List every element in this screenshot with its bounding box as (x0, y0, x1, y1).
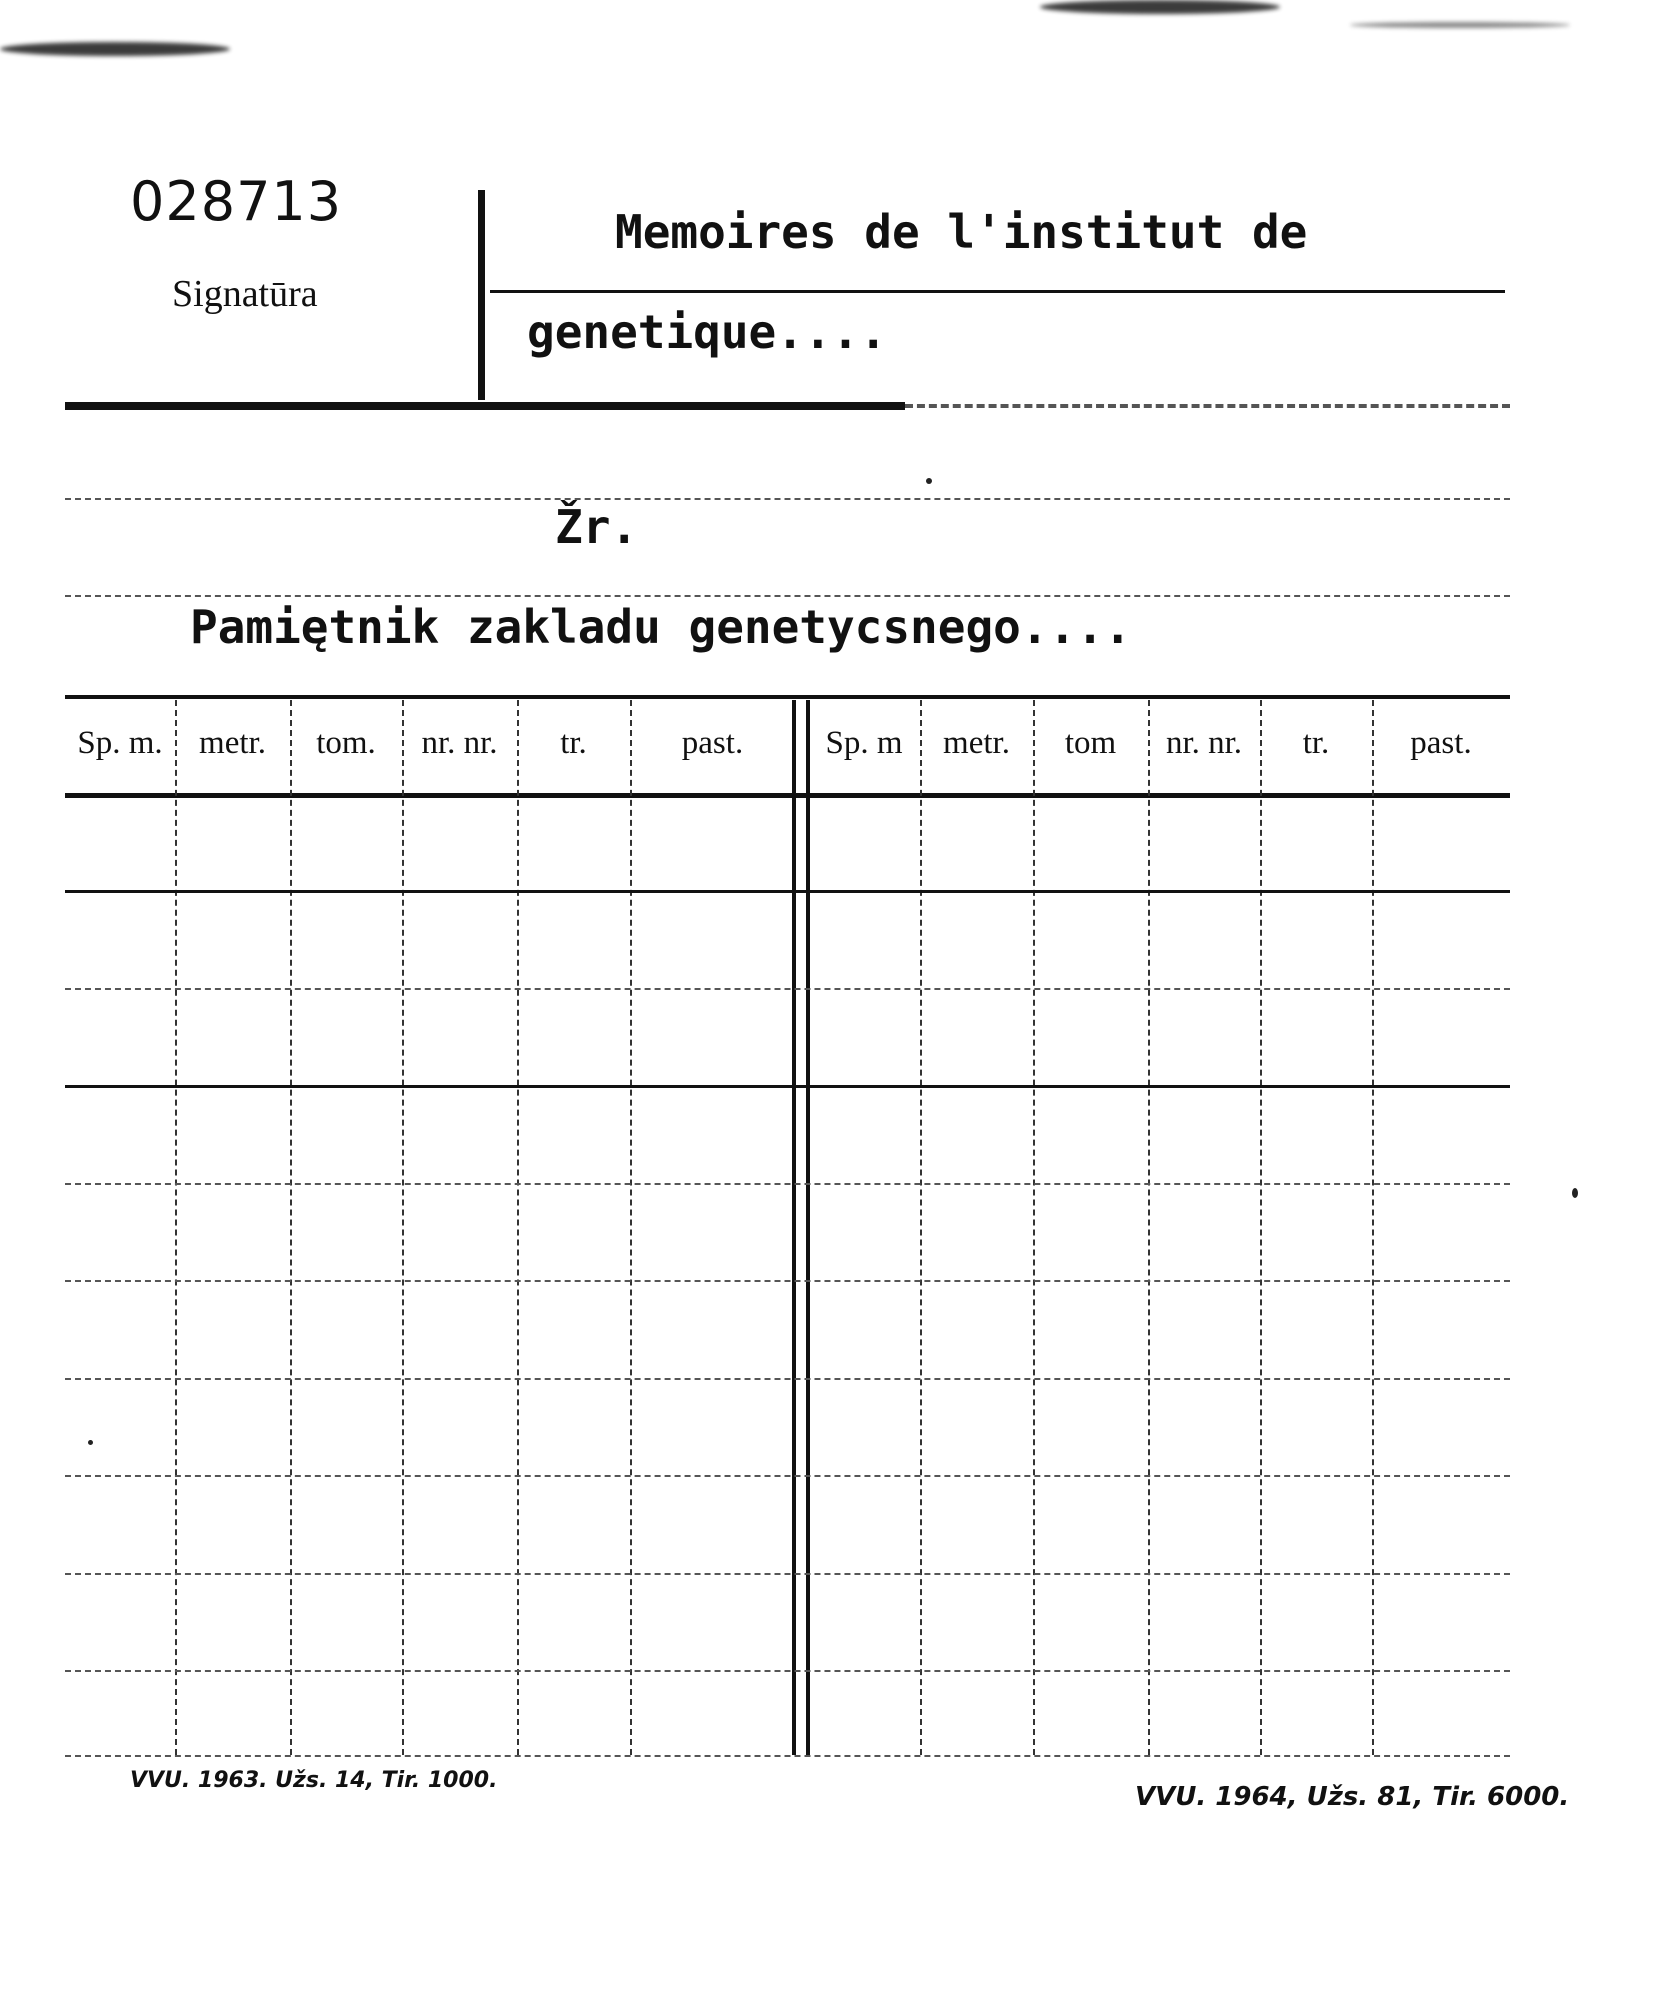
table-row-rule (65, 1378, 1510, 1380)
table-row-rule (65, 1670, 1510, 1672)
title-line-1: Memoires de l'institut de (615, 205, 1308, 259)
header-rule-faded (905, 404, 1510, 408)
print-note-left: VVU. 1963. Užs. 14, Tir. 1000. (130, 1768, 498, 1793)
col-header-metr-right: metr. (943, 725, 1010, 761)
col-header-nr-nr: nr. nr. (421, 725, 498, 761)
see-also-label: Žr. (555, 500, 639, 554)
scan-speck (926, 478, 932, 484)
table-row-rule (65, 1280, 1510, 1282)
header-divider (478, 190, 485, 400)
table-header-rule (65, 793, 1510, 798)
col-divider (402, 700, 404, 1755)
table-row-rule (65, 890, 1510, 893)
col-header-sp-m-right: Sp. m (825, 725, 903, 761)
scan-smudge (1350, 22, 1570, 28)
title-line-2: genetique.... (527, 305, 888, 359)
col-header-nr-nr-right: nr. nr. (1165, 725, 1243, 761)
table-row-rule (65, 1183, 1510, 1185)
col-header-tr-right: tr. (1302, 725, 1330, 761)
col-divider (175, 700, 177, 1755)
col-divider (1260, 700, 1262, 1755)
col-divider (1372, 700, 1374, 1755)
col-header-sp-m: Sp. m. (77, 725, 163, 761)
col-divider (1033, 700, 1035, 1755)
table-bottom-rule (65, 1755, 1510, 1757)
col-divider (517, 700, 519, 1755)
scan-smudge (0, 42, 230, 56)
col-header-metr: metr. (199, 725, 266, 761)
table-row-rule (65, 1475, 1510, 1477)
title-rule (490, 290, 1505, 293)
col-header-past-right: past. (1410, 725, 1472, 761)
ref-rule-2 (65, 595, 1510, 597)
scan-speck (88, 1440, 93, 1445)
col-header-tom-right: tom (1064, 725, 1117, 761)
col-header-tr: tr. (560, 725, 587, 761)
col-header-past: past. (681, 725, 744, 761)
col-divider (920, 700, 922, 1755)
table-center-divider (792, 700, 810, 1755)
table-row-rule (65, 988, 1510, 990)
table-top-rule (65, 695, 1510, 699)
table-row-rule (65, 1573, 1510, 1575)
col-header-tom: tom. (316, 725, 376, 761)
header-rule (65, 402, 905, 410)
polish-title: Pamiętnik zakladu genetycsnego.... (190, 600, 1132, 654)
scan-smudge (1040, 0, 1280, 14)
col-divider (1148, 700, 1150, 1755)
col-divider (290, 700, 292, 1755)
signature-number: 028713 (130, 170, 343, 233)
col-divider (630, 700, 632, 1755)
signature-label: Signatūra (172, 273, 318, 315)
print-note-right: VVU. 1964, Užs. 81, Tir. 6000. (1135, 1782, 1570, 1812)
ref-rule-1 (65, 498, 1510, 500)
table-row-rule (65, 1085, 1510, 1088)
scan-speck (1572, 1188, 1578, 1198)
